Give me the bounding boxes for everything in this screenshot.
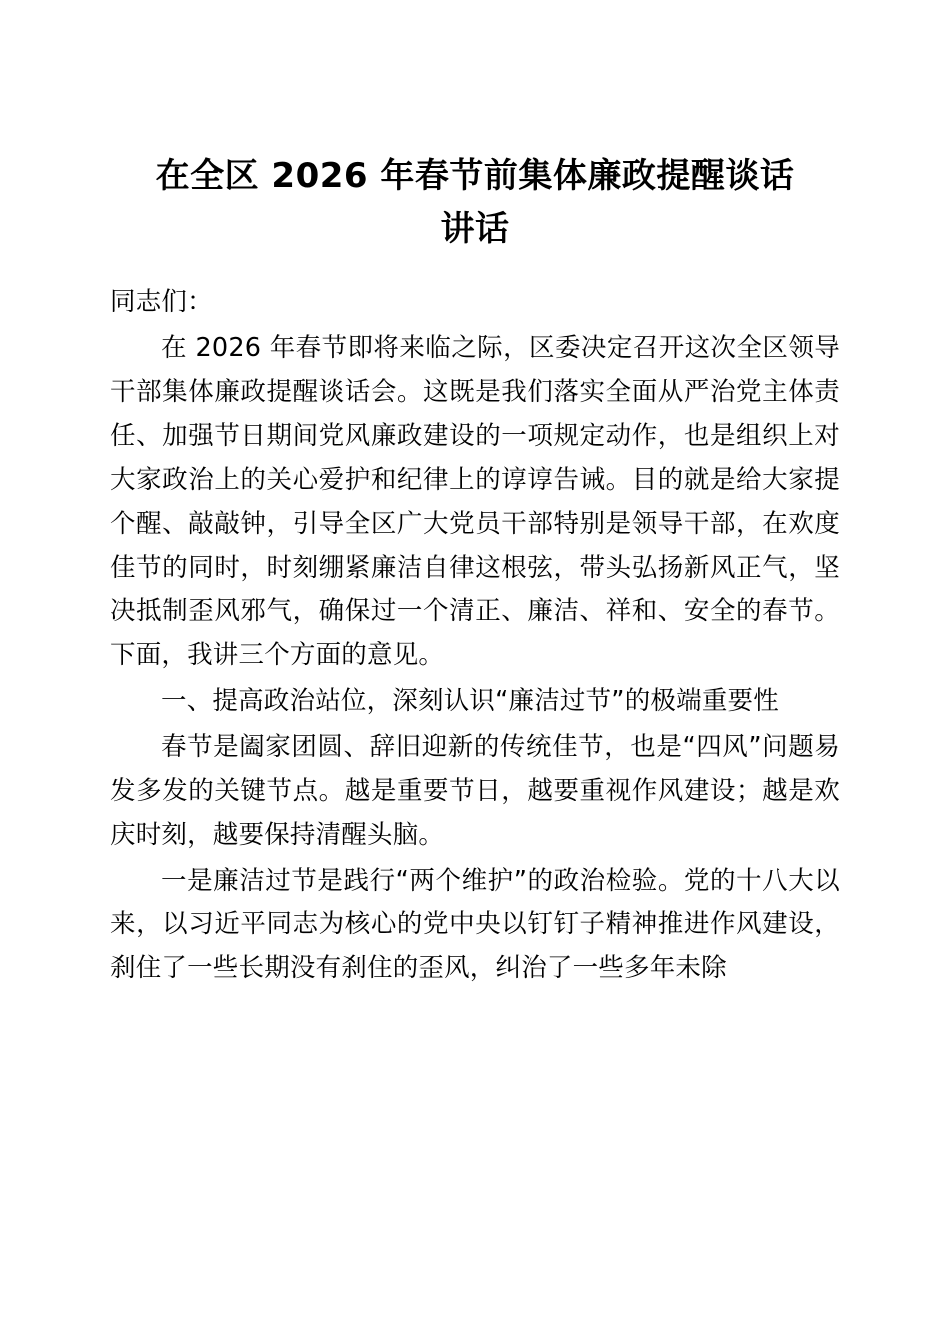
paragraph-3: 春节是阖家团圆、辞旧迎新的传统佳节，也是“四风”问题易发多发的关键节点。越是重要节日，越要重视作风建设；越是欢庆时刻，越要保持清醒头脑。 [110, 731, 840, 850]
paragraph-2-heading: 一、提高政治站位，深刻认识“廉洁过节”的极端重要性 [161, 686, 779, 717]
page-title-line-2: 讲话 [440, 208, 510, 249]
page-title-line-1: 在全区 2026 年春节前集体廉政提醒谈话 [155, 156, 795, 196]
paragraph-4: 一是廉洁过节是践行“两个维护”的政治检验。党的十八大以来，以习近平同志为核心的党中央以钉钉子精神推进作风建设，刹住了一些长期没有刹住的歪风，纠治了一些多年未除 [110, 865, 840, 984]
salutation: 同志们： [110, 287, 213, 318]
paragraph-1: 在 2026 年春节即将来临之际，区委决定召开这次全区领导干部集体廉政提醒谈话会。这既是我们落实全面从严治党主体责任、加强节日期间党风廉政建设的一项规定动作，也是组织上对大家政治上的关心爱护和纪律上的谆谆告诫。目的就是给大家提个醒、敲敲钟，引导全区广大党员干部特别是领导干部，在欢度佳节的同时，时刻绷紧廉洁自律这根弦，带头弘扬新风正气，坚决抵制歪风邪气，确保过一个清正、廉洁、祥和、安全的春节。下面，我讲三个方面的意见。 [110, 333, 840, 671]
page-title [110, 150, 840, 255]
